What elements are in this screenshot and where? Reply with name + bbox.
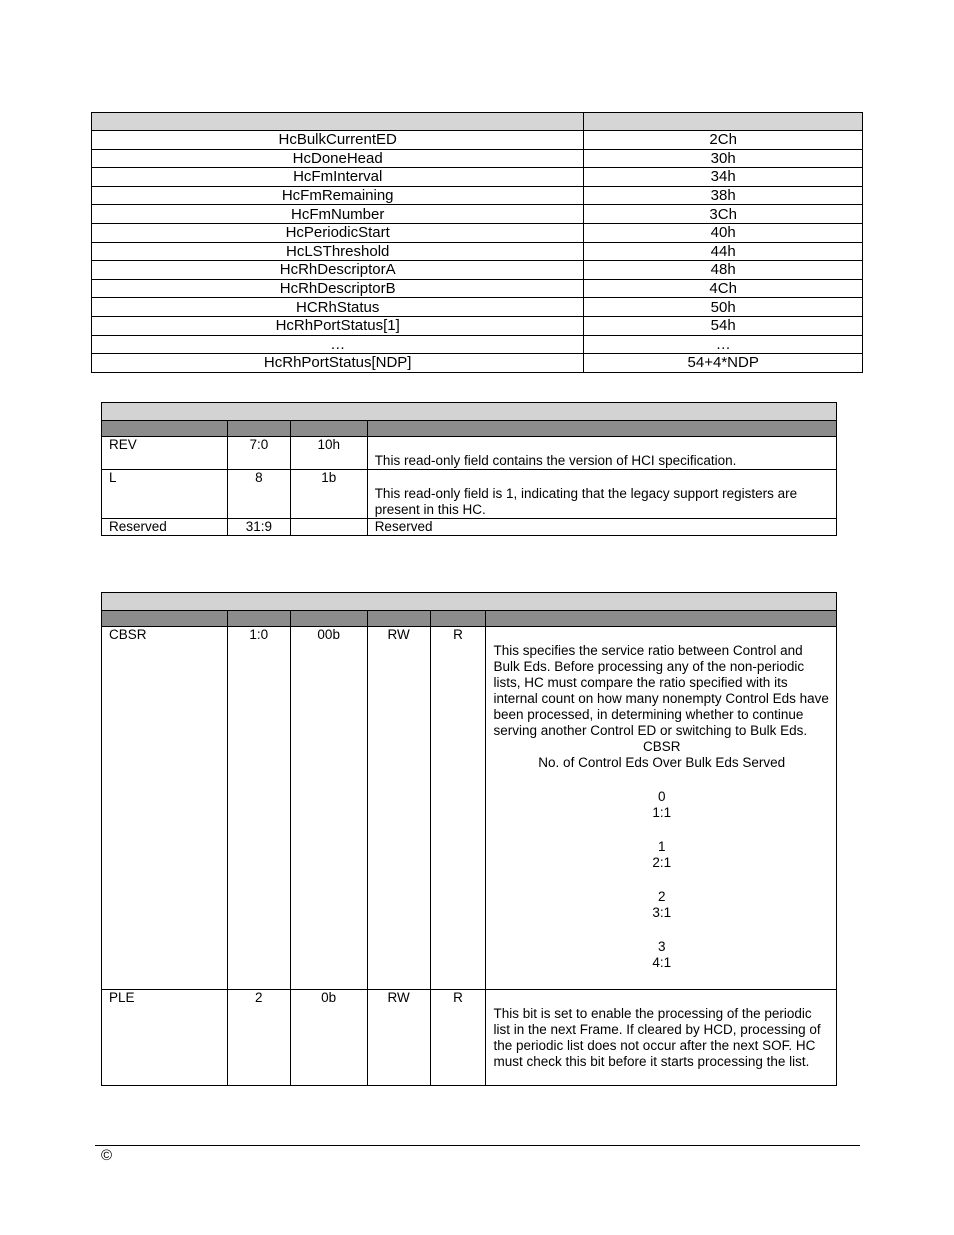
field-description: This specifies the service ratio between Control and Bulk Eds. Before processing any of the non-periodic lists, HC must compare the ratio specified with its internal count on how many nonempty Control Eds have been processed, in determining whether to continue serving another Control ED or switching to Bulk Eds. [493, 643, 829, 738]
field-bits: 8 [227, 470, 290, 519]
table-row [102, 470, 837, 519]
ratio-value: 4:1 [652, 955, 672, 970]
table-row [102, 627, 837, 990]
register-offset: 38h [584, 186, 863, 205]
register-offset: 48h [584, 261, 863, 280]
register-name: HcRhDescriptorB [92, 279, 584, 298]
register-offset: 50h [584, 298, 863, 317]
register-name: HcRhDescriptorA [92, 261, 584, 280]
table-row [102, 437, 837, 470]
ratio-subheader: No. of Control Eds Over Bulk Eds Served [538, 755, 786, 770]
table-row [92, 168, 863, 187]
ratio-value: 3:1 [652, 905, 672, 920]
header-cell-register [92, 113, 584, 131]
revision-table-title-row [102, 403, 837, 421]
field-description: This read-only field contains the version of HCI specification. [374, 453, 737, 468]
field-description: This bit is set to enable the processing of the periodic list in the next Frame. If cleared by HCD, processing of the periodic list does not occur after the next SOF. HC must check this bit before it starts processing the list. [493, 1006, 821, 1069]
ratio-code: 2 [657, 889, 666, 904]
field-description: This read-only field is 1, indicating that the legacy support registers are present in this HC. [374, 486, 798, 517]
header-cell-offset [584, 113, 863, 131]
field-bits: 7:0 [227, 437, 290, 470]
control-table-header-row [102, 611, 837, 627]
ratio-code: 0 [657, 789, 666, 804]
field-hcd-access: RW [367, 990, 430, 1086]
field-bits: 2 [227, 990, 290, 1086]
ratio-code: 1 [657, 839, 666, 854]
register-offset-table [91, 112, 863, 373]
register-offset: 40h [584, 223, 863, 242]
field-reset: 1b [290, 470, 367, 519]
register-name: … [92, 335, 584, 354]
field-hcd-access: RW [367, 627, 430, 990]
register-name: HcBulkCurrentED [92, 131, 584, 150]
ratio-item [493, 871, 830, 921]
field-name: CBSR [102, 627, 228, 990]
ratio-code: 3 [657, 939, 666, 954]
control-table-title-row [102, 593, 837, 611]
table-row [102, 990, 837, 1086]
field-reset: 00b [290, 627, 367, 990]
copyright-symbol: © [101, 1147, 113, 1164]
register-offset: 2Ch [584, 131, 863, 150]
field-bits: 1:0 [227, 627, 290, 990]
field-hc-access: R [430, 627, 486, 990]
register-name: HcFmRemaining [92, 186, 584, 205]
table-row [92, 261, 863, 280]
field-reset: 0b [290, 990, 367, 1086]
table-row [92, 205, 863, 224]
register-name: HcFmInterval [92, 168, 584, 187]
table-row [92, 316, 863, 335]
table-row [92, 131, 863, 150]
field-name: L [102, 470, 228, 519]
table-row [92, 298, 863, 317]
register-name: HcFmNumber [92, 205, 584, 224]
ratio-value: 2:1 [652, 855, 672, 870]
field-bits: 31:9 [227, 519, 290, 536]
field-reset [290, 519, 367, 536]
register-offset: 44h [584, 242, 863, 261]
table-row [92, 242, 863, 261]
field-name: REV [102, 437, 228, 470]
register-table-header [92, 113, 863, 131]
field-name: PLE [102, 990, 228, 1086]
footer-divider [95, 1145, 860, 1146]
table-row [92, 354, 863, 373]
table-row [92, 186, 863, 205]
register-name: HcRhPortStatus[1] [92, 316, 584, 335]
revision-register-table [101, 402, 837, 536]
table-row [92, 279, 863, 298]
register-offset: 54h [584, 316, 863, 335]
control-register-table [101, 592, 837, 1086]
register-name: HcPeriodicStart [92, 223, 584, 242]
register-name: HCRhStatus [92, 298, 584, 317]
register-offset: 54+4*NDP [584, 354, 863, 373]
table-row [102, 519, 837, 536]
register-offset: 30h [584, 149, 863, 168]
field-hc-access: R [430, 990, 486, 1086]
register-name: HcDoneHead [92, 149, 584, 168]
register-offset: 3Ch [584, 205, 863, 224]
table-row [92, 223, 863, 242]
register-offset: 4Ch [584, 279, 863, 298]
revision-table-header-row [102, 421, 837, 437]
field-name: Reserved [102, 519, 228, 536]
table-row [92, 149, 863, 168]
ratio-item [493, 921, 830, 971]
ratio-header: CBSR [642, 739, 681, 754]
field-description: Reserved [367, 519, 836, 536]
ratio-list [493, 771, 830, 971]
register-offset: 34h [584, 168, 863, 187]
register-name: HcLSThreshold [92, 242, 584, 261]
register-name: HcRhPortStatus[NDP] [92, 354, 584, 373]
field-reset: 10h [290, 437, 367, 470]
register-offset: … [584, 335, 863, 354]
ratio-value: 1:1 [652, 805, 672, 820]
ratio-item [493, 821, 830, 871]
ratio-item [493, 771, 830, 821]
table-row [92, 335, 863, 354]
